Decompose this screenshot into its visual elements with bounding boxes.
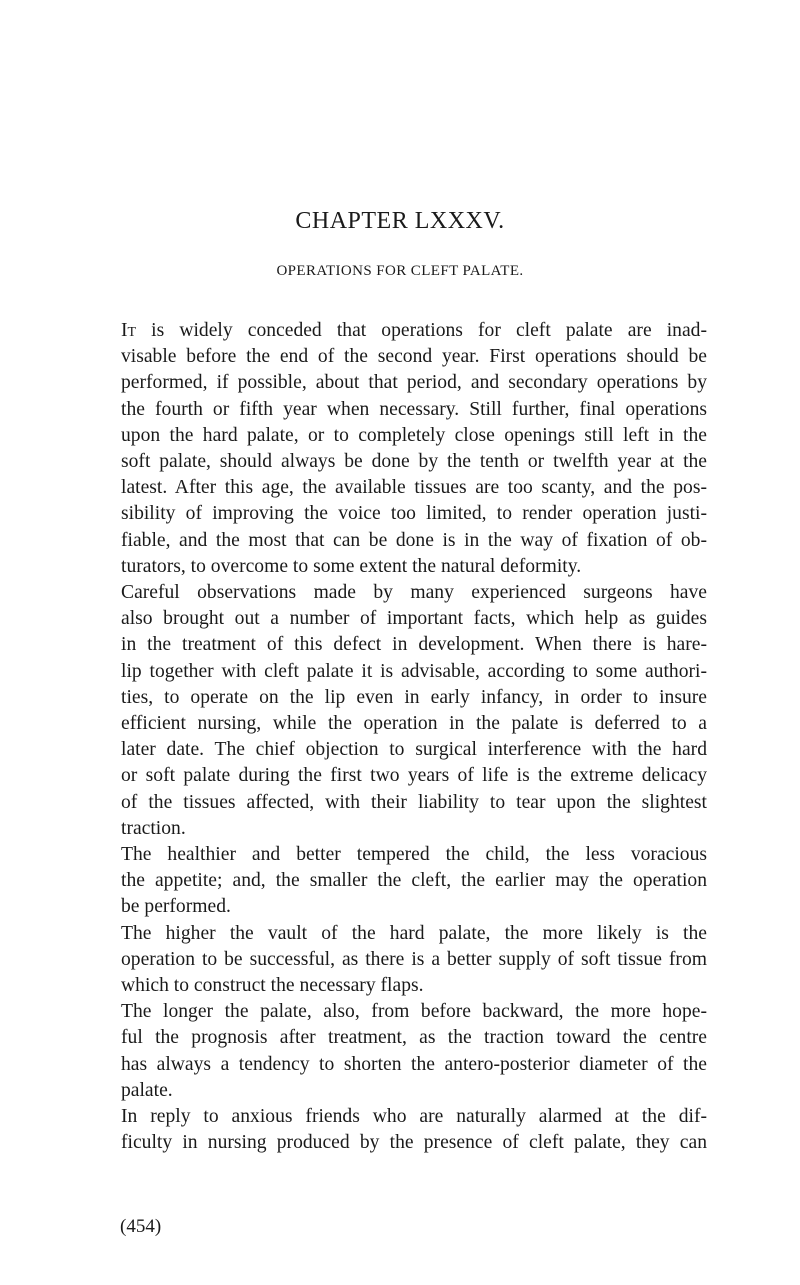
text-line: In reply to anxious friends who are naturally alarmed at the dif- bbox=[121, 1106, 707, 1128]
text-line: latest. After this age, the available tissues are too scanty, and the pos- bbox=[121, 477, 707, 499]
text-line: visable before the end of the second year. First operations should be bbox=[121, 346, 707, 368]
paragraph bbox=[93, 580, 707, 842]
paragraph bbox=[93, 842, 707, 921]
text-line: upon the hard palate, or to completely close openings still left in the bbox=[121, 424, 707, 446]
text-line: The healthier and better tempered the child, the less voracious bbox=[121, 844, 707, 866]
paragraph bbox=[93, 921, 707, 1000]
text-line: turators, to overcome to some extent the natural deformity. bbox=[121, 555, 582, 577]
paragraph bbox=[93, 318, 707, 580]
text-line: Careful observations made by many experienced surgeons have bbox=[121, 582, 707, 604]
text-line: or soft palate during the first two years of life is the extreme delicacy bbox=[121, 765, 707, 787]
chapter-heading: CHAPTER LXXXV. bbox=[295, 208, 505, 234]
text-line: has always a tendency to shorten the antero-posterior diameter of the bbox=[121, 1053, 707, 1075]
text-line: of the tissues affected, with their liability to tear upon the slightest bbox=[121, 791, 707, 813]
paragraph bbox=[93, 999, 707, 1104]
text-line: also brought out a number of important facts, which help as guides bbox=[121, 608, 707, 630]
text-line: ficulty in nursing produced by the presence of cleft palate, they can bbox=[121, 1132, 707, 1154]
text-line: fiable, and the most that can be done is in the way of fixation of ob- bbox=[121, 529, 707, 551]
text-line: traction. bbox=[121, 817, 186, 839]
section-heading: OPERATIONS FOR CLEFT PALATE. bbox=[276, 263, 524, 279]
text-line: ful the prognosis after treatment, as the traction toward the centre bbox=[121, 1027, 707, 1049]
text-line: sibility of improving the voice too limited, to render operation justi- bbox=[121, 503, 707, 525]
text-line: It is widely conceded that operations for cleft palate are inad- bbox=[121, 320, 707, 341]
text-line: later date. The chief objection to surgical interference with the hard bbox=[121, 739, 707, 761]
text-line: efficient nursing, while the operation in the palate is deferred to a bbox=[121, 713, 707, 735]
text-line: be performed. bbox=[121, 896, 231, 918]
text-line: The longer the palate, also, from before backward, the more hope- bbox=[121, 1001, 707, 1023]
text-line: palate. bbox=[121, 1079, 173, 1101]
text-line: operation to be successful, as there is a better supply of soft tissue from bbox=[121, 948, 707, 970]
text-line: which to construct the necessary flaps. bbox=[121, 975, 424, 997]
paragraph bbox=[93, 1104, 707, 1156]
text-line: the fourth or fifth year when necessary. Still further, final operations bbox=[121, 398, 707, 420]
text-line: in the treatment of this defect in development. When there is hare- bbox=[121, 634, 707, 656]
text-line: performed, if possible, about that period, and secondary operations by bbox=[121, 372, 707, 394]
text-line: soft palate, should always be done by the tenth or twelfth year at the bbox=[121, 451, 707, 473]
text-line: lip together with cleft palate it is advisable, according to some authori- bbox=[121, 660, 707, 682]
text-line: the appetite; and, the smaller the cleft, the earlier may the operation bbox=[121, 870, 707, 892]
body-text bbox=[93, 318, 707, 1157]
text-line: The higher the vault of the hard palate, the more likely is the bbox=[121, 922, 707, 944]
page-number: (454) bbox=[120, 1216, 162, 1237]
lead-word: It bbox=[121, 320, 137, 341]
text-line: ties, to operate on the lip even in early infancy, in order to insure bbox=[121, 686, 707, 708]
